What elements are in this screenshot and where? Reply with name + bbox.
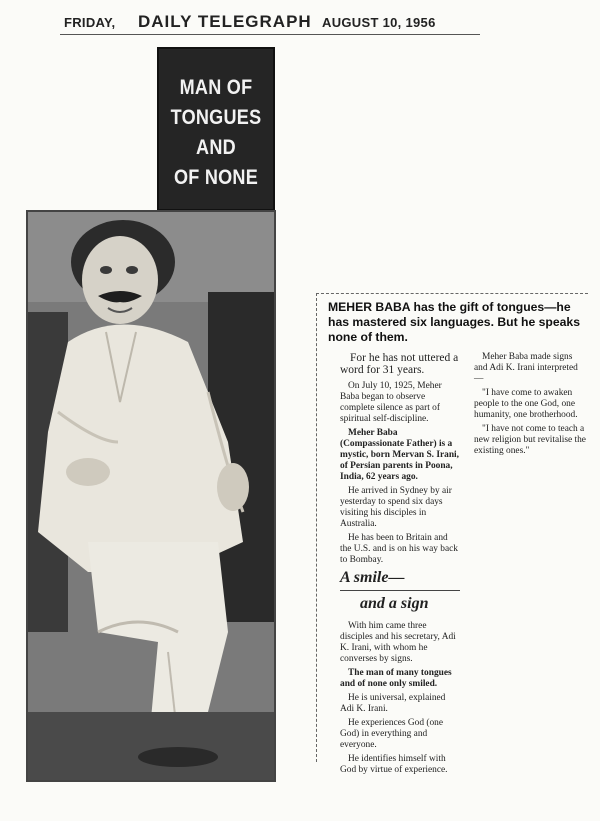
portrait-photo xyxy=(26,210,276,782)
subhead-rule xyxy=(340,590,460,591)
article-paragraph: Meher Baba made signs and Adi K. Irani interpreted— xyxy=(474,352,578,384)
article-lead-paragraph: For he has not uttered a word for 31 years. xyxy=(340,352,459,376)
article-paragraph: The man of many tongues and of none only smiled. xyxy=(340,668,452,689)
article-column-2 xyxy=(474,352,586,460)
article-paragraph: He has been to Britain and the U.S. and is on his way back to Bombay. xyxy=(340,533,458,565)
masthead-date: AUGUST 10, 1956 xyxy=(322,15,436,30)
headline-line-2: TONGUES xyxy=(170,106,262,129)
masthead-day: FRIDAY, xyxy=(64,15,116,30)
headline-line-1: MAN OF xyxy=(179,76,253,99)
article-subhead: A smile— xyxy=(340,569,405,586)
article-paragraph: He arrived in Sydney by air yesterday to spend six days visiting his disciples in Australia. xyxy=(340,486,452,529)
article-deck: MEHER BABA has the gift of tongues—he has mastered six languages. But he speaks none of them. xyxy=(328,300,580,344)
article-paragraph: He is universal, explained Adi K. Irani. xyxy=(340,693,446,714)
masthead-rule xyxy=(60,34,480,35)
masthead-paper-name: DAILY TELEGRAPH xyxy=(138,12,312,31)
masthead xyxy=(64,12,478,32)
portrait-illustration xyxy=(28,212,274,780)
article-paragraph: "I have come to awaken people to the one God, one humanity, one brotherhood. xyxy=(474,388,578,420)
article-paragraph: He identifies himself with God by virtue of experience. xyxy=(340,754,448,775)
article-paragraph: "I have not come to teach a new religion but revitalise the existing ones." xyxy=(474,424,586,456)
article-subhead: and a sign xyxy=(360,595,429,612)
headline-box xyxy=(157,47,275,211)
article-paragraph: On July 10, 1925, Meher Baba began to observe complete silence as part of spiritual self-discipline. xyxy=(340,381,442,424)
article-paragraph: Meher Baba (Compassionate Father) is a mystic, born Mervan S. Irani, of Persian parents in Poona, India, 62 years ago. xyxy=(340,428,460,482)
article-paragraph: He experiences God (one God) in everything and everyone. xyxy=(340,718,444,750)
article-paragraph: With him came three disciples and his secretary, Adi K. Irani, with whom he converses by signs. xyxy=(340,621,456,664)
headline-line-4: OF NONE xyxy=(173,166,259,189)
headline-line-3: AND xyxy=(196,136,236,159)
article-column-1 xyxy=(340,352,460,779)
